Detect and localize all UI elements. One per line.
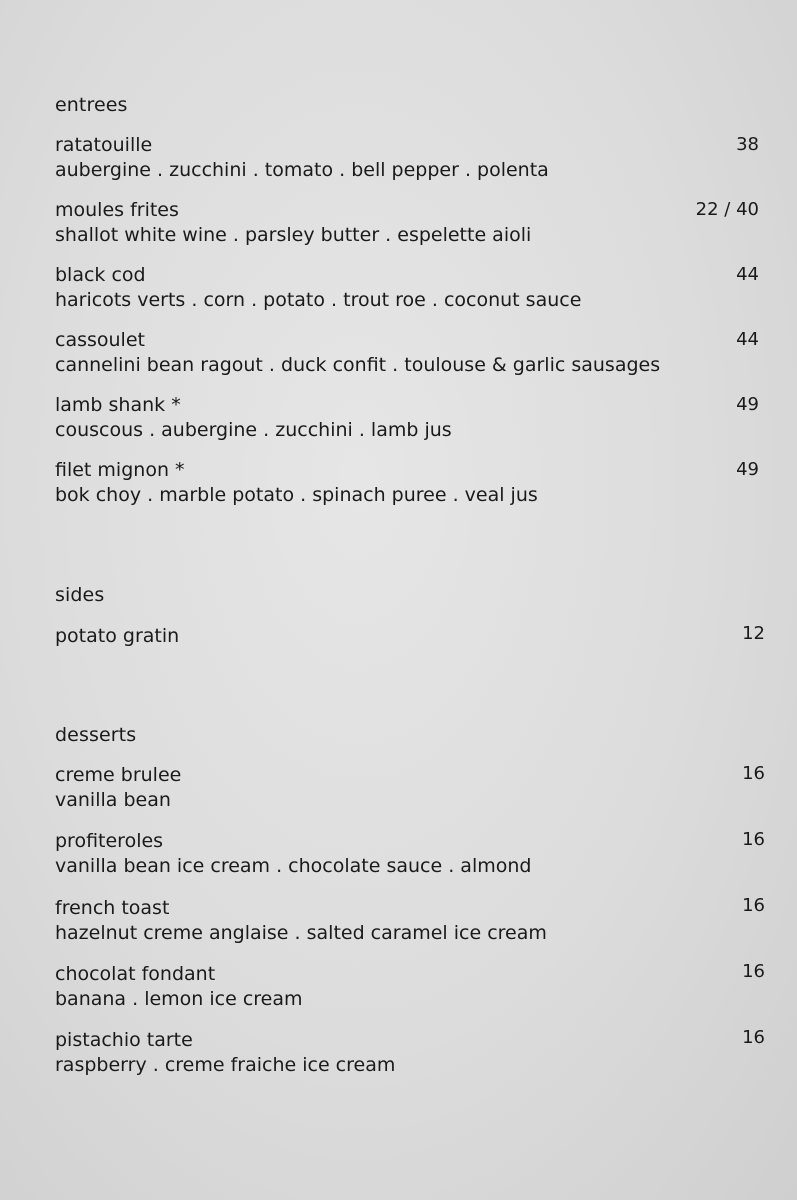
item-description: vanilla bean ice cream . chocolate sauce . almond <box>55 855 532 877</box>
menu-item <box>55 458 538 508</box>
item-price: 49 <box>736 459 759 480</box>
item-description: bok choy . marble potato . spinach puree . veal jus <box>55 484 538 506</box>
item-description: shallot white wine . parsley butter . espelette aioli <box>55 224 532 246</box>
item-name: pistachio tarte <box>55 1029 193 1051</box>
menu-item <box>55 328 660 378</box>
item-price: 44 <box>736 329 759 350</box>
item-description: banana . lemon ice cream <box>55 988 303 1010</box>
item-price: 16 <box>742 829 765 850</box>
menu-item <box>55 962 303 1012</box>
item-name: potato gratin <box>55 625 180 647</box>
item-price: 16 <box>742 1027 765 1048</box>
item-name: lamb shank * <box>55 394 181 416</box>
item-description: vanilla bean <box>55 789 171 811</box>
menu-item <box>55 263 581 313</box>
section-title-desserts: desserts <box>55 724 137 746</box>
menu-item <box>55 896 547 946</box>
item-name: black cod <box>55 264 146 286</box>
item-name: moules frites <box>55 199 179 221</box>
item-price: 44 <box>736 264 759 285</box>
item-description: couscous . aubergine . zucchini . lamb jus <box>55 419 452 441</box>
menu-item <box>55 624 179 648</box>
item-description: aubergine . zucchini . tomato . bell pepper . polenta <box>55 159 549 181</box>
item-name: french toast <box>55 897 170 919</box>
item-name: chocolat fondant <box>55 963 216 985</box>
menu-item <box>55 133 549 183</box>
item-name: cassoulet <box>55 329 145 351</box>
item-price: 16 <box>742 961 765 982</box>
menu-item <box>55 393 452 443</box>
item-name: profiteroles <box>55 830 164 852</box>
menu-item <box>55 198 531 248</box>
item-name: ratatouille <box>55 134 153 156</box>
section-title-entrees: entrees <box>55 94 128 116</box>
item-price: 16 <box>742 895 765 916</box>
item-description: hazelnut creme anglaise . salted caramel ice cream <box>55 922 547 944</box>
item-description: cannelini bean ragout . duck confit . toulouse & garlic sausages <box>55 354 661 376</box>
item-price: 38 <box>736 134 759 155</box>
item-description: haricots verts . corn . potato . trout roe . coconut sauce <box>55 289 582 311</box>
item-price: 12 <box>742 623 765 644</box>
item-price: 49 <box>736 394 759 415</box>
menu-item <box>55 763 181 813</box>
menu-item <box>55 829 531 879</box>
section-title-sides: sides <box>55 584 105 606</box>
menu-item <box>55 1028 395 1078</box>
item-price: 22 / 40 <box>695 199 759 220</box>
item-name: filet mignon * <box>55 459 185 481</box>
item-price: 16 <box>742 763 765 784</box>
item-name: creme brulee <box>55 764 182 786</box>
item-description: raspberry . creme fraiche ice cream <box>55 1054 396 1076</box>
